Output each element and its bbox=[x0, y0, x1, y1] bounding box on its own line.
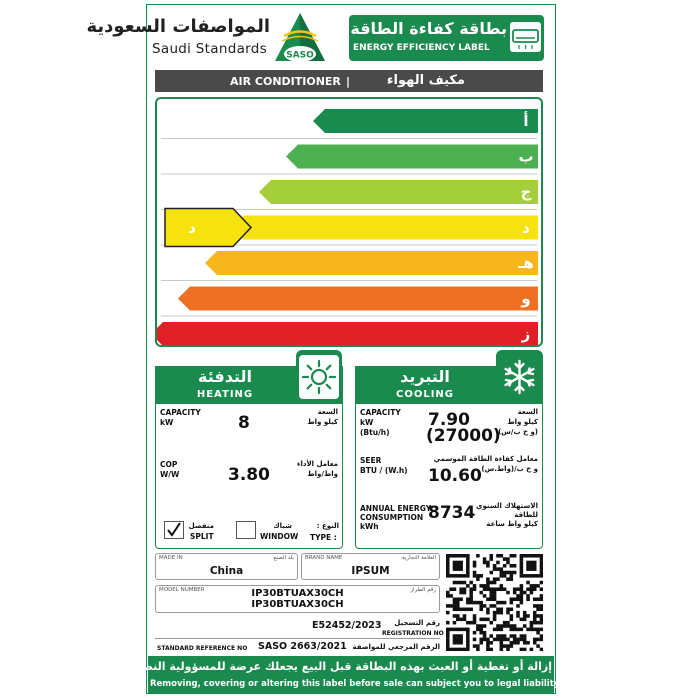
heating-cop-label: COP bbox=[160, 460, 178, 469]
grade-letter-6: و bbox=[521, 289, 531, 308]
current-grade-indicator bbox=[165, 209, 251, 247]
snowflake-icon bbox=[499, 355, 540, 399]
window-checkbox[interactable] bbox=[236, 521, 256, 539]
grade-letter-2: ب bbox=[518, 147, 534, 166]
product-type-arabic: مكيف الهواء bbox=[386, 73, 465, 88]
cooling-annual-label-arabic-2: للطاقة bbox=[514, 511, 538, 519]
model-label-arabic: رقم الطراز bbox=[410, 587, 436, 593]
label-title-english: ENERGY EFFICIENCY LABEL bbox=[353, 43, 490, 53]
cooling-annual-label-1: ANNUAL ENERGY bbox=[360, 504, 432, 513]
grade-letter-5: هـ bbox=[518, 254, 534, 272]
sun-icon bbox=[299, 355, 339, 399]
legal-warning-arabic: إزالة أو تغطية أو العبث بهذه البطاقة قبل البيع يجعلك عرضة للمسؤولية النظامية bbox=[120, 660, 552, 673]
heating-capacity-unit-arabic: كيلو واط bbox=[307, 418, 338, 426]
standard-label-arabic: الرقم المرجعي للمواصفة bbox=[352, 643, 440, 651]
cooling-capacity-label: CAPACITY bbox=[360, 408, 401, 417]
cooling-seer-unit-arabic: و ح ب/(واط.س) bbox=[481, 465, 538, 473]
heating-capacity-label-arabic: السعة bbox=[317, 408, 338, 416]
grade-arrow-5 bbox=[205, 251, 538, 275]
cooling-capacity-unit-arabic: كيلو واط bbox=[507, 418, 538, 426]
type-label: TYPE : bbox=[310, 533, 337, 542]
org-name-english: Saudi Standards bbox=[152, 41, 267, 57]
brand-label-arabic: العلامة التجارية bbox=[401, 555, 436, 561]
type-label-arabic: النوع : bbox=[316, 522, 339, 530]
model-value-2: IP30BTUAX30CH bbox=[251, 599, 344, 610]
made-in-label-arabic: بلد الصنع bbox=[273, 555, 294, 561]
grade-letter-4: د bbox=[522, 218, 530, 237]
grade-letter-1: أ bbox=[523, 112, 529, 130]
standard-divider bbox=[155, 638, 440, 639]
qr-code-icon bbox=[446, 554, 543, 651]
made-in-label: MADE IN bbox=[159, 555, 183, 561]
cooling-annual-label-arabic-1: الاستهلاك السنوي bbox=[476, 502, 538, 510]
grade-arrow-6 bbox=[178, 287, 538, 311]
split-label: SPLIT bbox=[190, 532, 214, 541]
standard-label: STANDARD REFERENCE NO bbox=[157, 645, 248, 652]
cooling-seer-label: SEER bbox=[360, 456, 382, 465]
cooling-annual-value: 8734 bbox=[428, 503, 476, 523]
cooling-seer-value: 10.60 bbox=[428, 466, 482, 486]
grade-arrow-1 bbox=[313, 109, 538, 133]
standard-value: SASO 2663/2021 bbox=[258, 641, 347, 652]
cooling-capacity-btu-value: (27000) bbox=[426, 426, 501, 446]
legal-warning-english: Removing, covering or altering this label before sale can subject you to legal liability bbox=[150, 679, 560, 689]
heating-capacity-unit: kW bbox=[160, 418, 174, 427]
product-type-english: AIR CONDITIONER bbox=[230, 75, 341, 88]
grade-arrow-4 bbox=[232, 216, 538, 240]
cooling-annual-label-2: CONSUMPTION bbox=[360, 513, 424, 522]
cooling-capacity-label-arabic: السعة bbox=[517, 408, 538, 416]
cooling-annual-unit: kWh bbox=[360, 522, 379, 531]
heating-cop-unit-arabic: واط/واط bbox=[307, 470, 338, 478]
brand-label: BRAND NAME bbox=[305, 555, 343, 561]
brand-value: IPSUM bbox=[351, 565, 390, 577]
cooling-seer-unit: BTU / (W.h) bbox=[360, 466, 408, 475]
cooling-seer-label-arabic: معامل كفاءة الطاقة الموسمي bbox=[433, 455, 538, 463]
heating-cop-value: 3.80 bbox=[228, 465, 270, 485]
org-name-arabic: المواصفات السعودية bbox=[86, 16, 270, 37]
checkmark-icon bbox=[165, 522, 183, 538]
grade-arrow-2 bbox=[286, 145, 538, 169]
split-label-arabic: منفصل bbox=[188, 522, 214, 530]
cooling-capacity-unit-btu: (Btu/h) bbox=[360, 428, 390, 437]
product-type-separator: | bbox=[346, 75, 351, 88]
split-checkbox[interactable] bbox=[164, 521, 184, 539]
grade-arrow-7 bbox=[157, 322, 538, 345]
cooling-capacity-unit-kw: kW bbox=[360, 418, 374, 427]
air-conditioner-icon bbox=[510, 22, 541, 52]
saso-logo bbox=[272, 10, 328, 66]
saso-logo-text: SASO bbox=[286, 50, 314, 61]
heating-capacity-value: 8 bbox=[238, 413, 250, 433]
heating-title-arabic: التدفئة bbox=[198, 367, 252, 386]
grade-arrow-3 bbox=[259, 180, 538, 204]
cooling-annual-unit-arabic: كيلو واط ساعة bbox=[486, 520, 538, 528]
grade-letter-7: ز bbox=[521, 325, 531, 343]
heating-capacity-label: CAPACITY bbox=[160, 408, 201, 417]
made-in-value: China bbox=[209, 565, 244, 577]
heating-cop-label-arabic: معامل الأداء bbox=[296, 460, 338, 468]
heating-cop-unit: W/W bbox=[160, 470, 180, 479]
registration-value: E52452/2023 bbox=[312, 620, 382, 631]
cooling-title-english: COOLING bbox=[395, 389, 454, 400]
registration-label: REGISTRATION NO bbox=[382, 630, 444, 637]
energy-rating-scale bbox=[157, 99, 541, 345]
cooling-capacity-unit2-arabic: (و ح ب/س) bbox=[498, 428, 538, 436]
registration-label-arabic: رقم التسجيل bbox=[394, 619, 440, 627]
window-label: WINDOW bbox=[260, 532, 299, 541]
label-title-arabic: بطاقة كفاءة الطاقة bbox=[350, 19, 507, 38]
grade-letter-3: ج bbox=[520, 183, 532, 201]
cooling-title-arabic: التبريد bbox=[400, 367, 450, 386]
model-label: MODEL NUMBER bbox=[159, 587, 205, 593]
window-label-arabic: شباك bbox=[273, 522, 292, 530]
heating-title-english: HEATING bbox=[196, 389, 254, 400]
current-grade-letter: د bbox=[188, 218, 196, 237]
cooling-capacity-kw-value: 7.90 bbox=[428, 410, 470, 430]
model-value-1: IP30BTUAX30CH bbox=[251, 588, 344, 599]
